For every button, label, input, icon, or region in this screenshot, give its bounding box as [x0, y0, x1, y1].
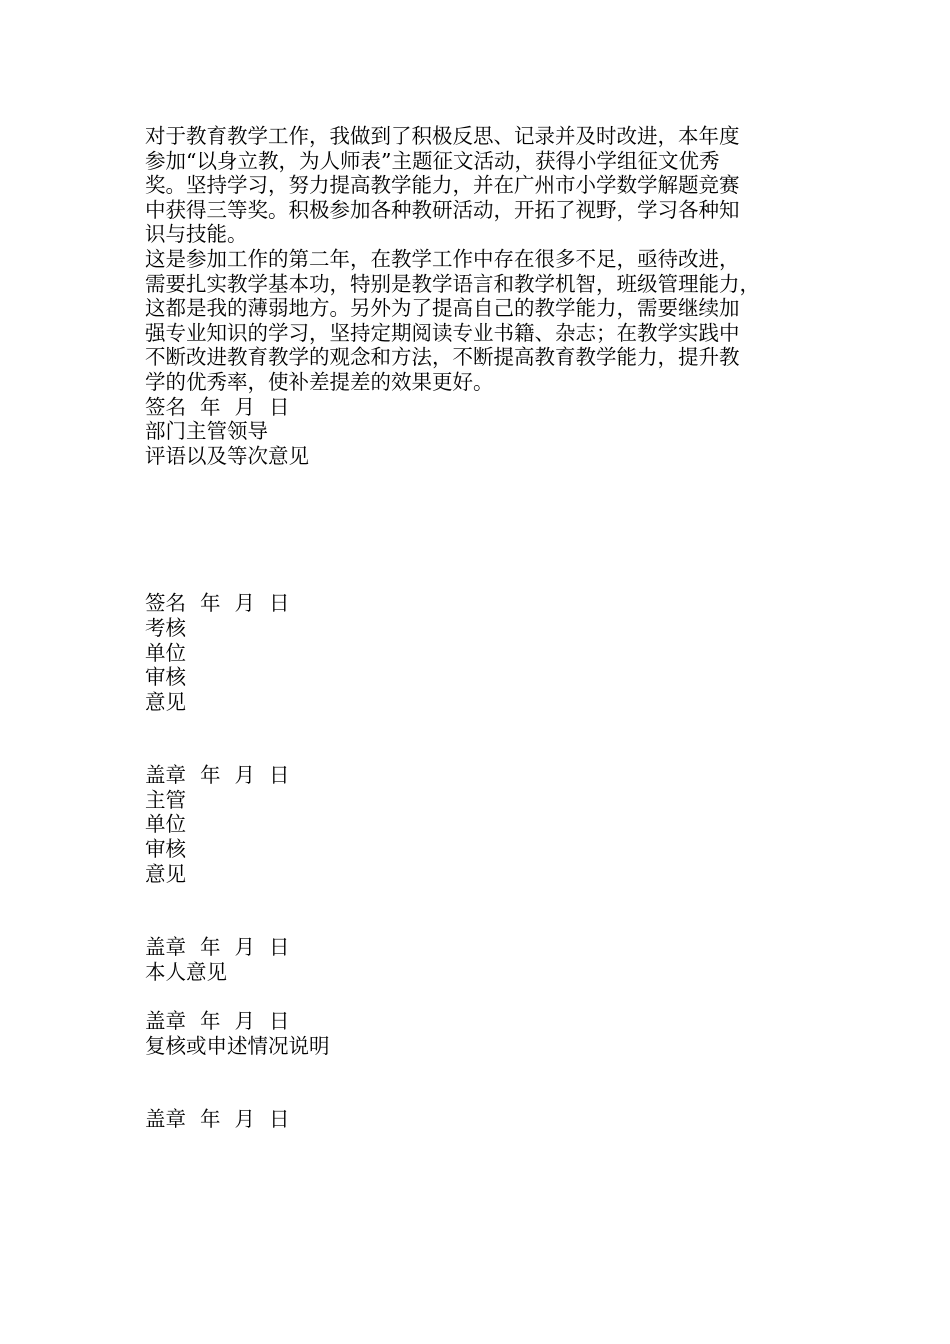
month-label: 月	[234, 763, 255, 788]
seal-date-line	[145, 935, 810, 960]
year-label: 年	[200, 1107, 221, 1132]
day-label: 日	[269, 1107, 290, 1132]
day-label: 日	[269, 935, 290, 960]
seal-date-line	[145, 763, 810, 788]
day-label: 日	[269, 394, 290, 419]
signature-label: 签名	[145, 591, 186, 616]
paragraph-line: 强专业知识的学习，坚持定期阅读专业书籍、杂志；在教学实践中	[145, 320, 740, 345]
year-label: 年	[200, 763, 221, 788]
assess-unit-label: 单位	[145, 640, 186, 665]
paragraph-line: 需要扎实教学基本功，特别是教学语言和教学机智，班级管理能力，	[145, 271, 760, 296]
paragraph-line: 学的优秀率，使补差提差的效果更好。	[145, 369, 494, 394]
supervisor-unit-label: 主管	[145, 787, 186, 812]
day-label: 日	[269, 1009, 290, 1034]
month-label: 月	[234, 935, 255, 960]
month-label: 月	[234, 394, 255, 419]
document-page	[145, 124, 810, 1132]
personal-opinion-label: 本人意见	[145, 959, 227, 984]
paragraph-reflection	[145, 124, 810, 247]
assess-unit-label: 考核	[145, 615, 186, 640]
paragraph-line: 参加“以身立教，为人师表”主题征文活动，获得小学组征文优秀	[145, 148, 720, 173]
month-label: 月	[234, 1009, 255, 1034]
blank-space	[145, 984, 810, 1009]
blank-space	[145, 1058, 810, 1107]
seal-label: 盖章	[145, 1009, 186, 1034]
assess-unit-label: 审核	[145, 665, 186, 690]
supervisor-unit-label: 单位	[145, 812, 186, 837]
seal-date-line	[145, 1107, 810, 1132]
seal-date-line	[145, 1009, 810, 1034]
review-note-label: 复核或申述情况说明	[145, 1033, 330, 1058]
signature-date-line	[145, 591, 810, 616]
dept-leader-title: 部门主管领导	[145, 419, 268, 444]
paragraph-line: 中获得三等奖。积极参加各种教研活动，开拓了视野，学习各种知	[145, 197, 740, 222]
paragraph-line: 不断改进教育教学的观念和方法，不断提高教育教学能力，提升教	[145, 345, 740, 370]
seal-label: 盖章	[145, 763, 186, 788]
year-label: 年	[200, 1009, 221, 1034]
paragraph-line: 对于教育教学工作，我做到了积极反思、记录并及时改进，本年度	[145, 124, 740, 148]
year-label: 年	[200, 591, 221, 616]
month-label: 月	[234, 591, 255, 616]
dept-leader-subtitle: 评语以及等次意见	[145, 443, 309, 468]
paragraph-line: 这是参加工作的第二年，在教学工作中存在很多不足，亟待改进，	[145, 246, 740, 271]
paragraph-line: 识与技能。	[145, 222, 248, 247]
day-label: 日	[269, 591, 290, 616]
supervisor-unit-label: 意见	[145, 861, 186, 886]
paragraph-line: 奖。坚持学习，努力提高教学能力，并在广州市小学数学解题竞赛	[145, 173, 740, 198]
assess-unit-label: 意见	[145, 689, 186, 714]
blank-space	[145, 886, 810, 935]
seal-label: 盖章	[145, 935, 186, 960]
signature-date-line	[145, 395, 810, 420]
supervisor-unit-label: 审核	[145, 837, 186, 862]
day-label: 日	[269, 763, 290, 788]
year-label: 年	[200, 394, 221, 419]
blank-space	[145, 714, 810, 763]
paragraph-line: 这都是我的薄弱地方。另外为了提高自己的教学能力，需要继续加	[145, 296, 740, 321]
blank-space	[145, 468, 810, 591]
paragraph-improvement	[145, 247, 810, 395]
signature-label: 签名	[145, 394, 186, 419]
year-label: 年	[200, 935, 221, 960]
month-label: 月	[234, 1107, 255, 1132]
seal-label: 盖章	[145, 1107, 186, 1132]
